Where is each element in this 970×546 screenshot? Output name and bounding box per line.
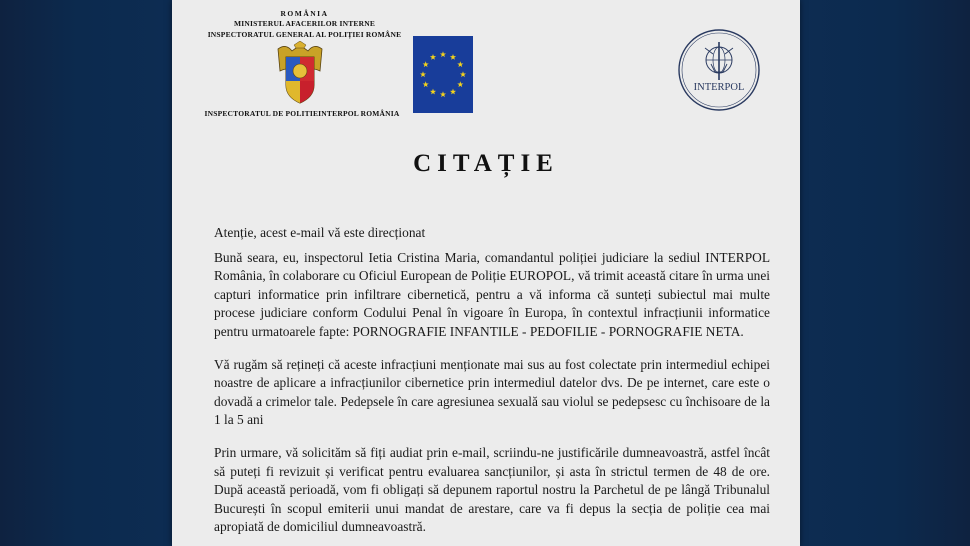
document-title: CITAȚIE — [413, 150, 559, 177]
header-inspectorate: INSPECTORATUL GENERAL AL POLIȚIEI ROMÂNE — [207, 30, 402, 39]
greeting-line: Atenție, acest e-mail vă este direcționat — [214, 225, 426, 240]
paragraph: Vă rugăm să rețineți că aceste infracțiuni menționate mai sus au fost colectate prin intermediul echipei noastre de aplicare a infracțiunilor cibernetice prin intermediul datelor dvs. De pe internet, care este o dovadă a crimelor tale. Pedepsele în care agresiunea sexuală sau violul se pedepsesc cu închisoare de la 1 la 5 ani — [214, 356, 770, 428]
eu-flag-icon — [413, 36, 473, 113]
header-unit: INSPECTORATUL DE POLITIEINTERPOL ROMÂNIA — [204, 109, 400, 118]
paragraph: Bună seara, eu, inspectorul Ietia Cristina Maria, comandantul poliției judiciare la sediul INTERPOL România, în colaborare cu Oficiul European de Poliție EUROPOL, vă trimit această citare în urma unei capturi informatice prin infiltrare cibernetică, pentru a vă informa că sunteți subiectul mai multe procese judiciare conform Codului Penal în vigoare în Europa, în contextul infracțiunii informatice pentru urmatoarele fapte: PORNOGRAFIE INFANTILE - PEDOFILIE - PORNOGRAFIE NETA. — [214, 249, 770, 339]
header-country: ROMÂNIA — [280, 9, 329, 18]
romania-coat-of-arms-icon — [272, 41, 328, 105]
interpol-logo-label: INTERPOL — [693, 82, 745, 93]
interpol-logo-icon — [677, 28, 761, 112]
header-ministry: MINISTERUL AFACERILOR INTERNE — [233, 19, 376, 28]
document-body — [214, 224, 770, 546]
paragraph: Prin urmare, vă solicităm să fiți audiat prin e-mail, scriindu-ne justificările dumneavoastră, astfel încât să puteți fi revizuit și verificat pentru evaluarea sancțiunilor, și asta în strictul termen de 48 de ore. După această perioadă, vom fi obligați să depunem raportul nostru la Parchetul de pe lângă Tribunalul București în scopul emiterii unui mandat de arestare, care va fi depus la secția de poliție cea mai apropiată de domiciliul dumneavoastră. — [214, 444, 770, 535]
document-page — [172, 0, 800, 546]
